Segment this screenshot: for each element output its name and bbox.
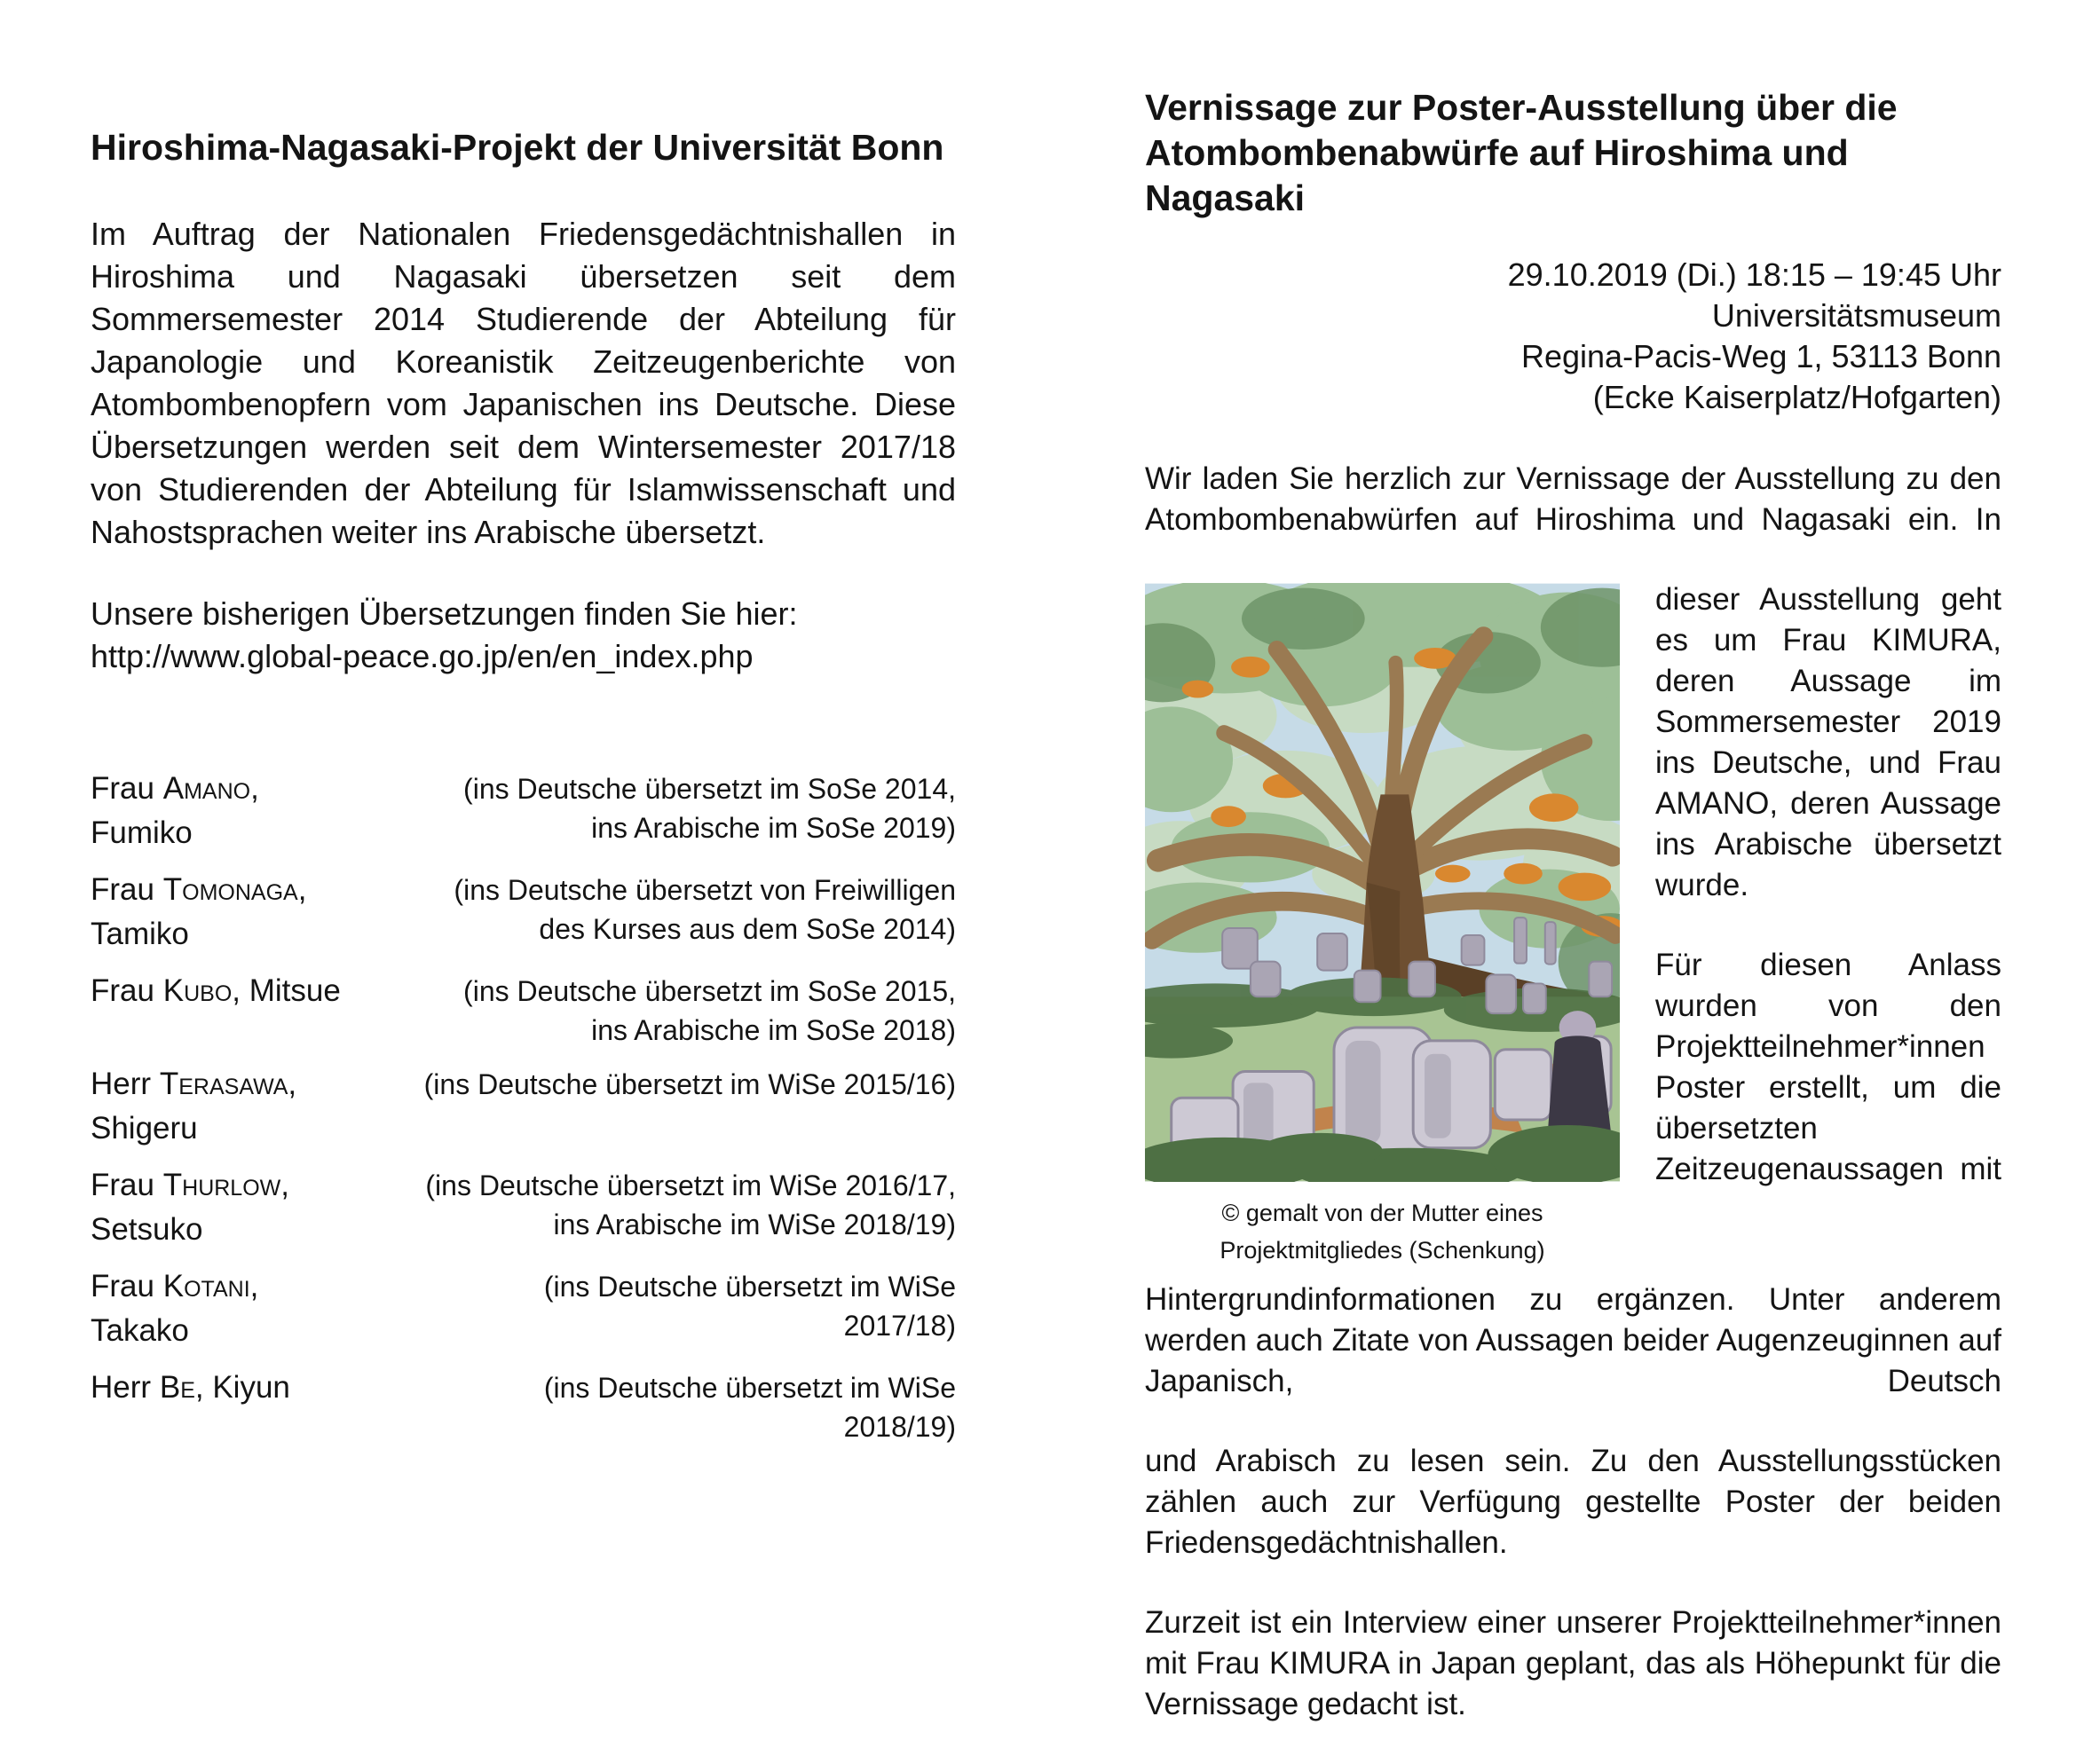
- translator-name: [91, 1366, 403, 1410]
- translator-surname: Terasawa: [159, 1067, 288, 1101]
- right-column: [1145, 85, 2001, 1764]
- right-body: [1145, 459, 2001, 1725]
- translator-given-name: Shigeru: [91, 1111, 198, 1146]
- translator-surname: Thurlow: [162, 1168, 281, 1202]
- event-address: Regina-Pacis-Weg 1, 53113 Bonn: [1520, 338, 2001, 374]
- translator-surname: Kubo: [162, 973, 233, 1008]
- translator-name-suffix: ,: [249, 1269, 259, 1303]
- note-line: ins Arabische im SoSe 2019): [591, 812, 956, 844]
- translator-name-suffix: , Mitsue: [232, 973, 341, 1008]
- translator-name-suffix: ,: [288, 1067, 297, 1101]
- painting-figure: [1145, 583, 1620, 1269]
- exhibition-paragraph: dieser Ausstellung geht es um Frau KIMURA, deren Aussage im Sommersemester 2019 ins Deutsche, und Frau AMANO, deren Aussage ins Arabische übersetzt wurde.: [1655, 582, 2001, 902]
- watercolor-painting: [1145, 583, 1620, 1182]
- translator-row: [91, 1062, 956, 1151]
- note-line: (ins Deutsche übersetzt im WiSe: [543, 1271, 956, 1303]
- translations-link-intro: Unsere bisherigen Übersetzungen finden Sie hier:: [91, 595, 798, 632]
- translator-title: Herr: [91, 1370, 152, 1405]
- translator-name: [91, 1264, 403, 1353]
- translator-title: Frau: [91, 1269, 154, 1303]
- translator-title: Frau: [91, 973, 154, 1008]
- translator-given-name: Setsuko: [91, 1212, 203, 1247]
- translator-given-name: Fumiko: [91, 815, 193, 850]
- left-column: [91, 126, 956, 1459]
- painting-caption: [1145, 1194, 1620, 1269]
- translator-title: Frau: [91, 771, 154, 806]
- note-line: (ins Deutsche übersetzt im SoSe 2015,: [463, 975, 956, 1007]
- translator-surname: Amano: [162, 771, 251, 806]
- left-intro-paragraph: Im Auftrag der Nationalen Friedensgedächtnishallen in Hiroshima und Nagasaki übersetzen seit dem Sommersemester 2014 Studierende der Abteilung für Japanologie und Koreanistik Zeitzeugenberichte von Atombombenopfern vom Japanischen ins Deutsche. Diese Übersetzungen werden seit dem Wintersemester 2017/18 von Studierenden der Abteilung für Islamwissenschaft und Nahostsprachen weiter ins Arabische übersetzt.: [91, 216, 956, 550]
- translator-given-name: Tamiko: [91, 917, 189, 951]
- translator-name-suffix: ,: [297, 872, 307, 907]
- painting-caption-line2: Projektmitgliedes (Schenkung): [1220, 1237, 1545, 1264]
- translator-row: [91, 1366, 956, 1446]
- translator-note: [403, 868, 956, 949]
- translator-row: [91, 868, 956, 957]
- posters-paragraph-continued: und Arabisch zu lesen sein. Zu den Ausstellungsstücken zählen auch zur Verfügung gestellte Poster der beiden Friedensgedächtnishallen.: [1145, 1444, 2001, 1560]
- right-heading: [1145, 85, 2001, 221]
- left-heading: Hiroshima-Nagasaki-Projekt der Universität Bonn: [91, 127, 944, 168]
- translator-name: [91, 1062, 403, 1151]
- translations-url-link[interactable]: http://www.global-peace.go.jp/en/en_index.php: [91, 638, 754, 674]
- event-details: [1145, 255, 2001, 418]
- interview-paragraph: Zurzeit ist ein Interview einer unserer Projektteilnehmer*innen mit Frau KIMURA in Japan geplant, das als Höhepunkt für die Vernissage gedacht ist.: [1145, 1605, 2001, 1721]
- translator-note: [403, 1264, 956, 1345]
- translator-note: [403, 767, 956, 847]
- note-line: 2017/18): [843, 1310, 956, 1342]
- translator-note: [403, 969, 956, 1050]
- note-line: (ins Deutsche übersetzt von Freiwilligen: [454, 874, 956, 906]
- translator-name: [91, 969, 403, 1013]
- translator-title: Frau: [91, 872, 154, 907]
- translator-row: [91, 1264, 956, 1353]
- translator-list: [91, 767, 956, 1446]
- right-heading-line1: Vernissage zur Poster-Ausstellung über die: [1145, 87, 1898, 128]
- translator-note: [403, 1163, 956, 1244]
- translator-row: [91, 767, 956, 855]
- translator-name: [91, 767, 403, 855]
- note-line: ins Arabische im WiSe 2018/19): [553, 1209, 956, 1240]
- translator-surname: Tomonaga: [162, 872, 298, 907]
- translator-name: [91, 868, 403, 957]
- translator-name-suffix: ,: [250, 771, 259, 806]
- posters-paragraph: Für diesen Anlass wurden von den Projektteilnehmer*innen Poster erstellt, um die übersetzten Zeitzeugenaussagen mit Hintergrundinformationen zu ergänzen. Unter anderem werden auch Zitate von Aussagen beider Augenzeuginnen auf Japanisch, Deutsch: [1145, 948, 2001, 1398]
- note-line: ins Arabische im SoSe 2018): [591, 1014, 956, 1046]
- note-line: (ins Deutsche übersetzt im WiSe 2015/16): [423, 1068, 956, 1100]
- translator-name-suffix: , Kiyun: [194, 1370, 290, 1405]
- translator-row: [91, 1163, 956, 1252]
- translator-surname: Be: [159, 1370, 195, 1405]
- translator-given-name: Takako: [91, 1313, 189, 1348]
- translator-name-suffix: ,: [280, 1168, 289, 1202]
- right-heading-line2: Atombombenabwürfe auf Hiroshima und Nagasaki: [1145, 132, 1849, 218]
- translator-name: [91, 1163, 403, 1252]
- event-address-note: (Ecke Kaiserplatz/Hofgarten): [1592, 379, 2001, 415]
- translator-note: [403, 1062, 956, 1104]
- note-line: 2018/19): [843, 1411, 956, 1443]
- translator-surname: Kotani: [162, 1269, 250, 1303]
- note-line: des Kurses aus dem SoSe 2014): [539, 913, 956, 945]
- event-venue: Universitätsmuseum: [1711, 297, 2001, 334]
- painting-caption-line1: © gemalt von der Mutter eines: [1221, 1200, 1543, 1226]
- invitation-paragraph: Wir laden Sie herzlich zur Vernissage der Ausstellung zu den Atombombenabwürfen auf Hiroshima und Nagasaki ein. In: [1145, 461, 2001, 537]
- translator-title: Herr: [91, 1067, 152, 1101]
- event-datetime: 29.10.2019 (Di.) 18:15 – 19:45 Uhr: [1507, 256, 2001, 293]
- translator-note: [403, 1366, 956, 1446]
- note-line: (ins Deutsche übersetzt im WiSe 2016/17,: [425, 1169, 956, 1201]
- translator-title: Frau: [91, 1168, 154, 1202]
- note-line: (ins Deutsche übersetzt im SoSe 2014,: [463, 773, 956, 805]
- translator-row: [91, 969, 956, 1050]
- note-line: (ins Deutsche übersetzt im WiSe: [543, 1372, 956, 1404]
